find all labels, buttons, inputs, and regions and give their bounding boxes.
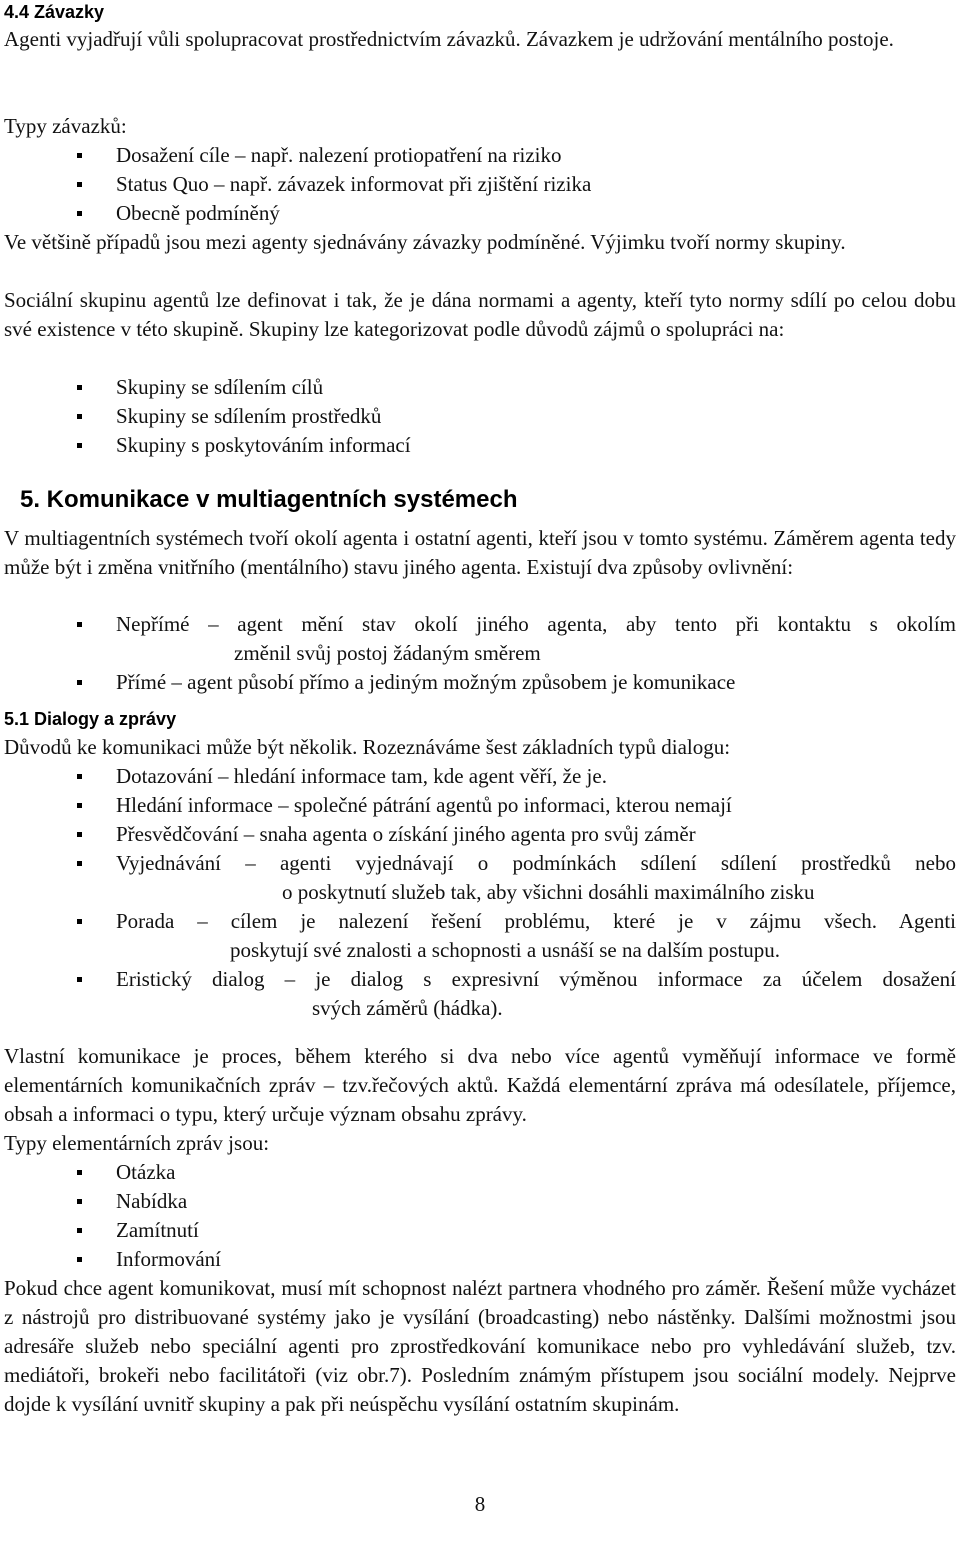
list-item: Přesvědčování – snaha agenta o získání jiného agenta pro svůj záměr bbox=[4, 820, 956, 849]
bullet-icon bbox=[77, 414, 82, 419]
list-item: Status Quo – např. závazek informovat při zjištění rizika bbox=[4, 170, 956, 199]
paragraph-communication-process: Vlastní komunikace je proces, během kterého si dva nebo více agentů vyměňují informace ve formě elementárních komunikačních zpráv – tzv.řečových aktů. Každá elementární zpráva má odesílatele, příjemce, obsah a informaci o typu, který určuje význam obsahu zprávy. bbox=[4, 1044, 956, 1126]
bullet-icon bbox=[77, 919, 82, 924]
bullet-icon bbox=[77, 211, 82, 216]
list-item: Dotazování – hledání informace tam, kde agent věří, že je. bbox=[4, 762, 956, 791]
paragraph-mas-environment: V multiagentních systémech tvoří okolí agenta i ostatní agenti, kteří jsou v tomto systému. Záměrem agenta tedy může být i změna vnitřního (mentálního) stavu jiného agenta. Existují dva způsoby ovlivnění: bbox=[4, 526, 956, 579]
bullet-icon bbox=[77, 977, 82, 982]
list-item: Nepřímé – agent mění stav okolí jiného agenta, aby tento při kontaktu s okolím změnil svůj postoj žádaným směrem bbox=[4, 610, 956, 668]
list-item: Hledání informace – společné pátrání agentů po informaci, kterou nemají bbox=[4, 791, 956, 820]
bullet-icon bbox=[77, 803, 82, 808]
list-item: Otázka bbox=[4, 1158, 956, 1187]
bullet-icon bbox=[77, 861, 82, 866]
page-number: 8 bbox=[474, 1492, 486, 1516]
bullet-icon bbox=[77, 385, 82, 390]
section-heading-5: 5. Komunikace v multiagentních systémech bbox=[20, 486, 518, 513]
paragraph-dialog-intro: Důvodů ke komunikaci může být několik. Rozeznáváme šest základních typů dialogu: bbox=[4, 735, 731, 759]
bullet-icon bbox=[77, 832, 82, 837]
list-item: Informování bbox=[4, 1245, 956, 1274]
message-types-label: Typy elementárních zpráv jsou: bbox=[4, 1131, 270, 1155]
list-item: Dosažení cíle – např. nalezení protiopatření na riziko bbox=[4, 141, 956, 170]
list-item: Skupiny se sdílením prostředků bbox=[4, 402, 956, 431]
commitment-types-list bbox=[4, 141, 956, 228]
paragraph-find-partner: Pokud chce agent komunikovat, musí mít schopnost nalézt partnera vhodného pro záměr. Řešení může vycházet z nástrojů pro distribuované systémy jako je vysílání (broadcasting) nebo nástěnky. Dalšími možnostmi jsou adresáře služeb nebo speciální agenti pro zprostředkování komunikace nebo pro vyhledávání služeb, tzv. mediátoři, brokeři nebo facilitátoři (viz obr.7). Posledním známým přístupem jsou sociální modely. Nejprve dojde k vysílání uvnitř skupiny a pak při neúspěchu vysílání ostatním skupinám. bbox=[4, 1276, 956, 1416]
bullet-icon bbox=[77, 1170, 82, 1175]
bullet-icon bbox=[77, 680, 82, 685]
paragraph-social-group: Sociální skupinu agentů lze definovat i tak, že je dána normami a agenty, kteří tyto normy sdílí po celou dobu své existence v této skupině. Skupiny lze kategorizovat podle důvodů zájmů o spolupráci na: bbox=[4, 288, 956, 341]
list-item: Skupiny s poskytováním informací bbox=[4, 431, 956, 460]
list-item: Eristický dialog – je dialog s expresivní výměnou informace za účelem dosažení svých záměrů (hádka). bbox=[4, 965, 956, 1023]
bullet-icon bbox=[77, 774, 82, 779]
bullet-icon bbox=[77, 153, 82, 158]
list-item: Přímé – agent působí přímo a jediným možným způsobem je komunikace bbox=[4, 668, 956, 697]
list-item: Vyjednávání – agenti vyjednávají o podmínkách sdílení sdílení prostředků nebo o poskytnutí služeb tak, aby všichni dosáhli maximálního zisku bbox=[4, 849, 956, 907]
paragraph-conditional: Ve většině případů jsou mezi agenty sjednávány závazky podmíněné. Výjimku tvoří normy skupiny. bbox=[4, 230, 846, 254]
bullet-icon bbox=[77, 1257, 82, 1262]
bullet-icon bbox=[77, 1199, 82, 1204]
bullet-icon bbox=[77, 182, 82, 187]
paragraph-commitments-intro: Agenti vyjadřují vůli spolupracovat prostřednictvím závazků. Závazkem je udržování mentálního postoje. bbox=[4, 27, 894, 51]
list-item: Zamítnutí bbox=[4, 1216, 956, 1245]
influence-ways-list bbox=[4, 610, 956, 697]
list-item: Obecně podmíněný bbox=[4, 199, 956, 228]
bullet-icon bbox=[77, 1228, 82, 1233]
section-heading-5-1: 5.1 Dialogy a zprávy bbox=[4, 709, 177, 729]
section-heading-4-4: 4.4 Závazky bbox=[4, 2, 105, 22]
bullet-icon bbox=[77, 622, 82, 627]
message-types-list bbox=[4, 1158, 956, 1274]
bullet-icon bbox=[77, 443, 82, 448]
group-types-list bbox=[4, 373, 956, 460]
list-item: Porada – cílem je nalezení řešení problému, které je v zájmu všech. Agenti poskytují své znalosti a schopnosti a usnáší se na dalším postupu. bbox=[4, 907, 956, 965]
dialog-types-list bbox=[4, 762, 956, 1023]
list-item: Skupiny se sdílením cílů bbox=[4, 373, 956, 402]
commitment-types-label: Typy závazků: bbox=[4, 114, 127, 138]
list-item: Nabídka bbox=[4, 1187, 956, 1216]
